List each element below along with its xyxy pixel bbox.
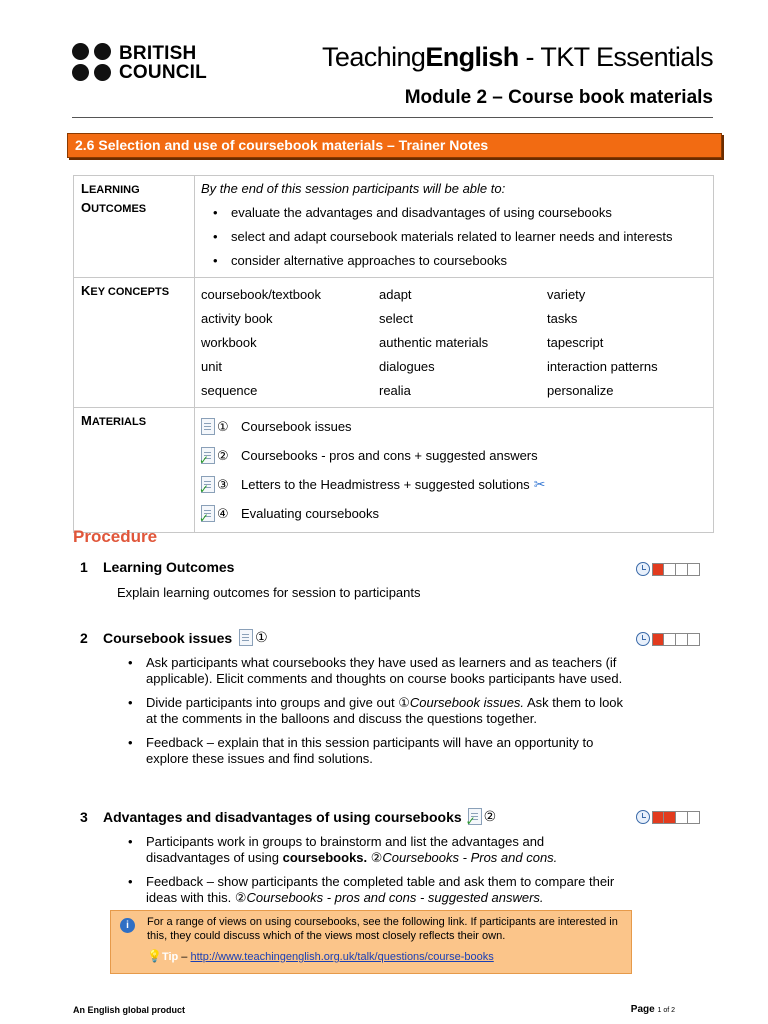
footer-page-number: Page 1 of 2 — [630, 1004, 675, 1015]
bullet-item: • Participants work in groups to brainstorm and list the advantages and disadvantages of using coursebooks. ②Coursebooks - Pros and cons. — [128, 834, 628, 865]
step-title: Coursebook issues — [103, 629, 233, 646]
timer-bar — [652, 633, 700, 646]
answer-document-icon — [201, 447, 215, 464]
key-concepts-row — [74, 278, 714, 408]
footer-product: An English global product — [73, 1005, 185, 1015]
clock-icon — [636, 810, 650, 824]
step-number: 1 — [80, 559, 88, 575]
material-number: ② — [217, 447, 229, 463]
step-1-heading — [80, 559, 234, 575]
key-concept: interaction patterns — [547, 359, 658, 374]
step-3-heading — [80, 808, 496, 825]
key-concept: unit — [201, 359, 222, 374]
outcome-item: • select and adapt coursebook materials related to learner needs and interests — [213, 225, 707, 249]
key-concepts-label: KEY CONCEPTS — [74, 278, 195, 408]
module-title: Module 2 – Course book materials — [404, 87, 713, 108]
material-label: Coursebook issues — [241, 419, 352, 434]
clock-icon — [636, 632, 650, 646]
british-council-logo — [72, 43, 207, 83]
material-number: ① — [217, 418, 229, 434]
section-title-bar: 2.6 Selection and use of coursebook materials – Trainer Notes — [67, 133, 722, 158]
step-3-timer — [636, 810, 700, 824]
outcomes-intro: By the end of this session participants will be able to: — [201, 181, 506, 196]
step-2-bullets — [128, 655, 628, 775]
bullet-item: • Feedback – explain that in this session participants will have an opportunity to explore these issues and find solutions. — [128, 735, 628, 766]
scissors-icon: ✂ — [533, 476, 546, 492]
step-2-heading — [80, 629, 268, 646]
teaching-english-title — [322, 42, 713, 73]
outcome-item: • consider alternative approaches to coursebooks — [213, 249, 707, 273]
step-3-bullets — [128, 834, 628, 914]
key-concept: variety — [547, 287, 586, 302]
step-title: Learning Outcomes — [103, 559, 235, 575]
step-number: 3 — [80, 808, 88, 825]
tip-label: Tip — [161, 951, 179, 963]
answer-document-icon — [201, 476, 215, 493]
material-item[interactable] — [201, 470, 707, 499]
learning-outcomes-row — [74, 176, 714, 278]
logo-line1: BRITISH — [119, 43, 197, 64]
materials-label: MATERIALS — [74, 408, 195, 533]
session-info-table — [73, 175, 714, 533]
outcome-item: • evaluate the advantages and disadvantages of using coursebooks — [213, 201, 707, 225]
handout-number: ② — [483, 808, 497, 824]
key-concept: dialogues — [379, 359, 435, 374]
outcomes-list — [213, 201, 707, 273]
brand-english: English — [425, 42, 519, 72]
tip-text: For a range of views on using coursebooks, see the following link. If participants are interested in this, they could discuss which of the views most closely reflects their own. — [147, 916, 618, 942]
step-number: 2 — [80, 629, 88, 646]
key-concept: activity book — [201, 311, 273, 326]
key-concept: select — [379, 311, 413, 326]
tip-link[interactable]: http://www.teachingenglish.org.uk/talk/questions/course-books — [190, 951, 494, 963]
material-label: Coursebooks - pros and cons + suggested answers — [241, 448, 538, 463]
learning-outcomes-label: LEARNING OUTCOMES — [74, 176, 195, 278]
timer-bar — [652, 811, 700, 824]
timer-bar — [652, 563, 700, 576]
answer-document-icon — [201, 505, 215, 522]
material-item[interactable] — [201, 412, 707, 441]
materials-content — [195, 408, 714, 533]
document-icon — [201, 418, 215, 435]
step-2-timer — [636, 632, 700, 646]
bullet-item: • Feedback – show participants the completed table and ask them to compare their ideas with this. ②Coursebooks - pros and cons - suggested answers. — [128, 874, 628, 905]
procedure-heading: Procedure — [73, 527, 158, 546]
tip-line: 💡Tip – http://www.teachingenglish.org.uk/talk/questions/course-books — [147, 949, 494, 963]
key-concept: realia — [379, 383, 411, 398]
learning-outcomes-content — [195, 176, 714, 278]
info-icon: i — [120, 918, 135, 933]
handout-number: ① — [255, 629, 268, 645]
key-concept: personalize — [547, 383, 614, 398]
material-number: ③ — [217, 476, 229, 492]
step-title: Advantages and disadvantages of using coursebooks — [103, 808, 462, 825]
key-concept: tasks — [547, 311, 578, 326]
step-1-timer — [636, 562, 700, 576]
key-concepts-grid — [201, 282, 707, 403]
material-label: Letters to the Headmistress + suggested solutions — [241, 477, 530, 492]
lightbulb-icon: 💡 — [147, 949, 162, 963]
key-concept: authentic materials — [379, 335, 489, 350]
logo-dots-icon — [72, 43, 113, 83]
material-number: ④ — [217, 505, 229, 521]
clock-icon — [636, 562, 650, 576]
material-label: Evaluating coursebooks — [241, 506, 380, 521]
answer-document-icon — [468, 808, 482, 825]
key-concepts-content — [195, 278, 714, 408]
brand-teaching: Teaching — [322, 42, 426, 72]
key-concept: workbook — [201, 335, 257, 350]
logo-line2: COUNCIL — [119, 62, 207, 83]
brand-suffix: - TKT Essentials — [518, 42, 713, 72]
key-concept: adapt — [379, 287, 412, 302]
materials-row — [74, 408, 714, 533]
step-1-text: Explain learning outcomes for session to participants — [117, 585, 421, 600]
key-concept: tapescript — [547, 335, 604, 350]
document-icon — [239, 629, 253, 646]
bullet-item: • Divide participants into groups and give out ①Coursebook issues. Ask them to look at the comments in the balloons and discuss the questions together. — [128, 695, 628, 726]
key-concept: sequence — [201, 383, 258, 398]
key-concept: coursebook/textbook — [201, 287, 321, 302]
material-item[interactable] — [201, 499, 707, 528]
material-item[interactable] — [201, 441, 707, 470]
tip-box — [110, 910, 632, 974]
bullet-item: • Ask participants what coursebooks they have used as learners and as teachers (if applicable). Elicit comments and thoughts on course books participants have used. — [128, 655, 628, 686]
header-divider — [72, 117, 713, 118]
